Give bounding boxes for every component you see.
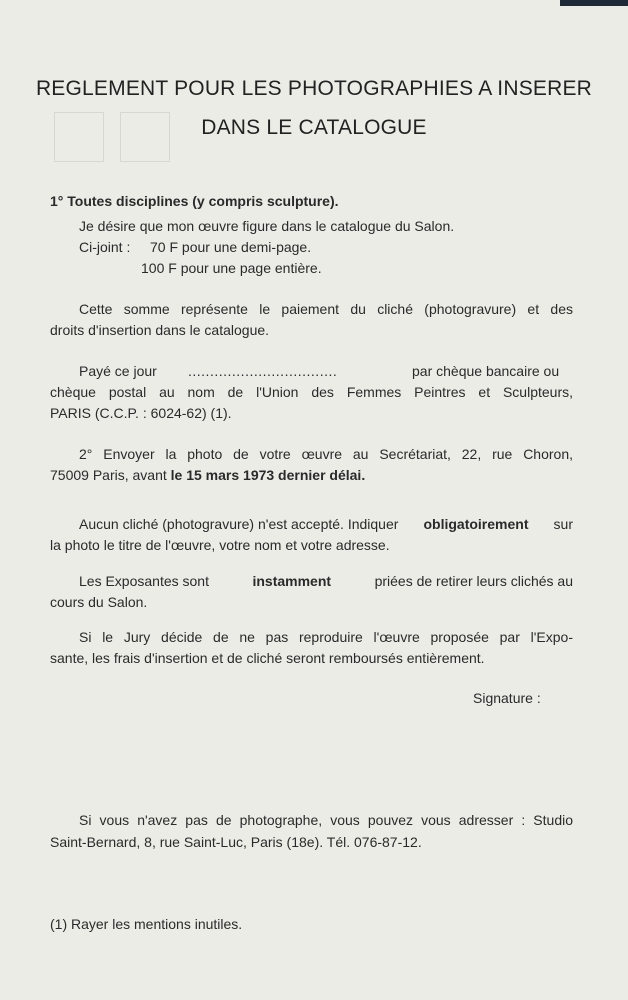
jury-line-2: sante, les frais d'insertion et de cliché seront remboursés entièrement. <box>50 650 485 666</box>
payment-note-line-1: Cette somme représente le paiement du cliché (photogravure) et des <box>79 301 573 317</box>
no-cliche-bold: obligatoirement <box>423 516 529 532</box>
deadline: le 15 mars 1973 dernier délai. <box>170 467 366 483</box>
studio-line-2: Saint-Bernard, 8, rue Saint-Luc, Paris (18e). Tél. 076-87-12. <box>50 834 422 850</box>
scan-edge <box>560 0 628 6</box>
exposantes-line-2: cours du Salon. <box>50 594 148 610</box>
price-full-page: 100 F pour une page entière. <box>141 260 322 276</box>
paid-date-dots: .................................. <box>188 363 338 379</box>
signature-label: Signature : <box>473 690 541 706</box>
no-cliche-end: sur <box>553 516 573 532</box>
exposantes-start: Les Exposantes sont <box>79 573 209 589</box>
paid-label: Payé ce jour <box>79 363 157 379</box>
exposantes-line-1 <box>79 571 573 591</box>
jury-line-1: Si le Jury décide de ne pas reproduire l'œuvre proposée par l'Expo- <box>79 629 573 645</box>
footnote: (1) Rayer les mentions inutiles. <box>50 916 243 932</box>
paid-line-3: PARIS (C.C.P. : 6024-62) (1). <box>50 405 232 421</box>
no-cliche-start: Aucun cliché (photogravure) n'est accepté. Indiquer <box>79 516 399 532</box>
paid-line-2: chèque postal au nom de l'Union des Femmes Peintres et Sculpteurs, <box>50 384 573 400</box>
section1-heading: 1° Toutes disciplines (y compris sculpture). <box>50 193 339 209</box>
exposantes-bold: instamment <box>252 573 332 589</box>
no-cliche-line-2: la photo le titre de l'œuvre, votre nom et votre adresse. <box>50 537 390 553</box>
exposantes-end: priées de retirer leurs clichés au <box>374 573 573 589</box>
page-title-line-1: REGLEMENT POUR LES PHOTOGRAPHIES A INSERER <box>35 77 593 100</box>
price-label: Ci-joint : <box>79 239 131 255</box>
payment-note-line-2: droits d'insertion dans le catalogue. <box>50 322 270 338</box>
page-title-line-2: DANS LE CATALOGUE <box>201 116 427 139</box>
section1-wish: Je désire que mon œuvre figure dans le catalogue du Salon. <box>79 218 455 234</box>
section2-line-1: 2° Envoyer la photo de votre œuvre au Secrétariat, 22, rue Choron, <box>79 446 573 462</box>
paid-method: par chèque bancaire ou <box>412 363 560 379</box>
no-cliche-line-1 <box>79 514 573 534</box>
section2-line-2 <box>50 465 365 485</box>
section2-line-2-start: 75009 Paris, avant <box>50 467 167 483</box>
studio-line-1: Si vous n'avez pas de photographe, vous pouvez vous adresser : Studio <box>79 812 573 828</box>
price-half-page: 70 F pour une demi-page. <box>150 239 312 255</box>
